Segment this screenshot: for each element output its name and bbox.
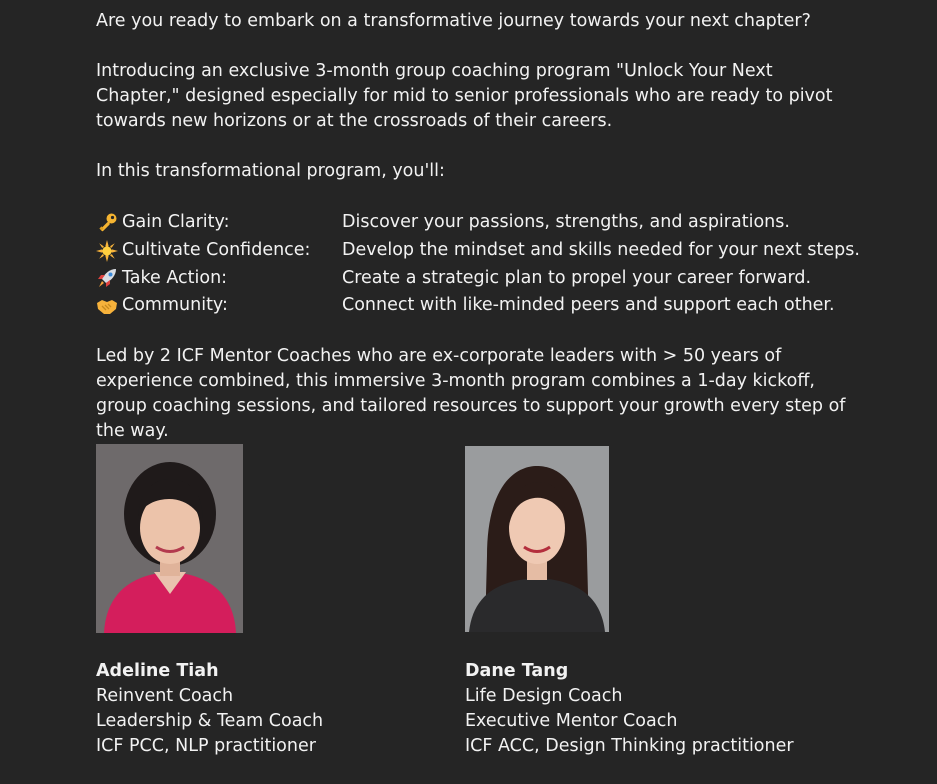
coach-role: Executive Mentor Coach <box>465 711 678 731</box>
handshake-icon <box>96 295 122 317</box>
benefit-row <box>96 237 896 265</box>
coach-photo <box>465 446 609 632</box>
coach-credentials: ICF PCC, NLP practitioner <box>96 736 316 756</box>
post-content <box>96 9 896 444</box>
benefit-row <box>96 209 896 237</box>
coach-credentials: ICF ACC, Design Thinking practitioner <box>465 736 794 756</box>
benefit-description: Connect with like-minded peers and support each other. <box>342 295 835 316</box>
benefit-title: Gain Clarity: <box>122 212 230 233</box>
coach-role: Leadership & Team Coach <box>96 711 324 731</box>
benefit-row <box>96 264 896 292</box>
key-icon <box>96 212 122 234</box>
coach-name: Dane Tang <box>465 661 569 681</box>
program-description: Introducing an exclusive 3-month group coaching program "Unlock Your Next Chapter," designed especially for mid to senior professionals who are ready to pivot towards new horizons or at the crossroads of their careers. <box>96 61 833 131</box>
benefits-list <box>96 209 896 320</box>
coach-name: Adeline Tiah <box>96 661 219 681</box>
benefit-description: Discover your passions, strengths, and aspirations. <box>342 212 790 233</box>
program-summary: Led by 2 ICF Mentor Coaches who are ex-corporate leaders with > 50 years of experience combined, this immersive 3-month program combines a 1-day kickoff, group coaching sessions, and tailored resources to support your growth every step of the way. <box>96 345 846 441</box>
benefit-row <box>96 292 896 320</box>
benefit-title: Take Action: <box>122 267 228 288</box>
benefit-description: Create a strategic plan to propel your career forward. <box>342 267 812 288</box>
coach-info <box>96 659 323 759</box>
coach-role: Life Design Coach <box>465 686 623 706</box>
benefit-title: Community: <box>122 295 228 316</box>
coach-photo <box>96 444 243 633</box>
lead-in-text: In this transformational program, you'll: <box>96 161 445 181</box>
coach-role: Reinvent Coach <box>96 686 234 706</box>
coach-info <box>465 659 794 759</box>
benefit-description: Develop the mindset and skills needed for your next steps. <box>342 240 860 261</box>
sparkle-sun-icon <box>96 240 122 262</box>
benefit-title: Cultivate Confidence: <box>122 240 311 261</box>
intro-question: Are you ready to embark on a transformative journey towards your next chapter? <box>96 11 811 31</box>
rocket-icon <box>96 267 122 289</box>
